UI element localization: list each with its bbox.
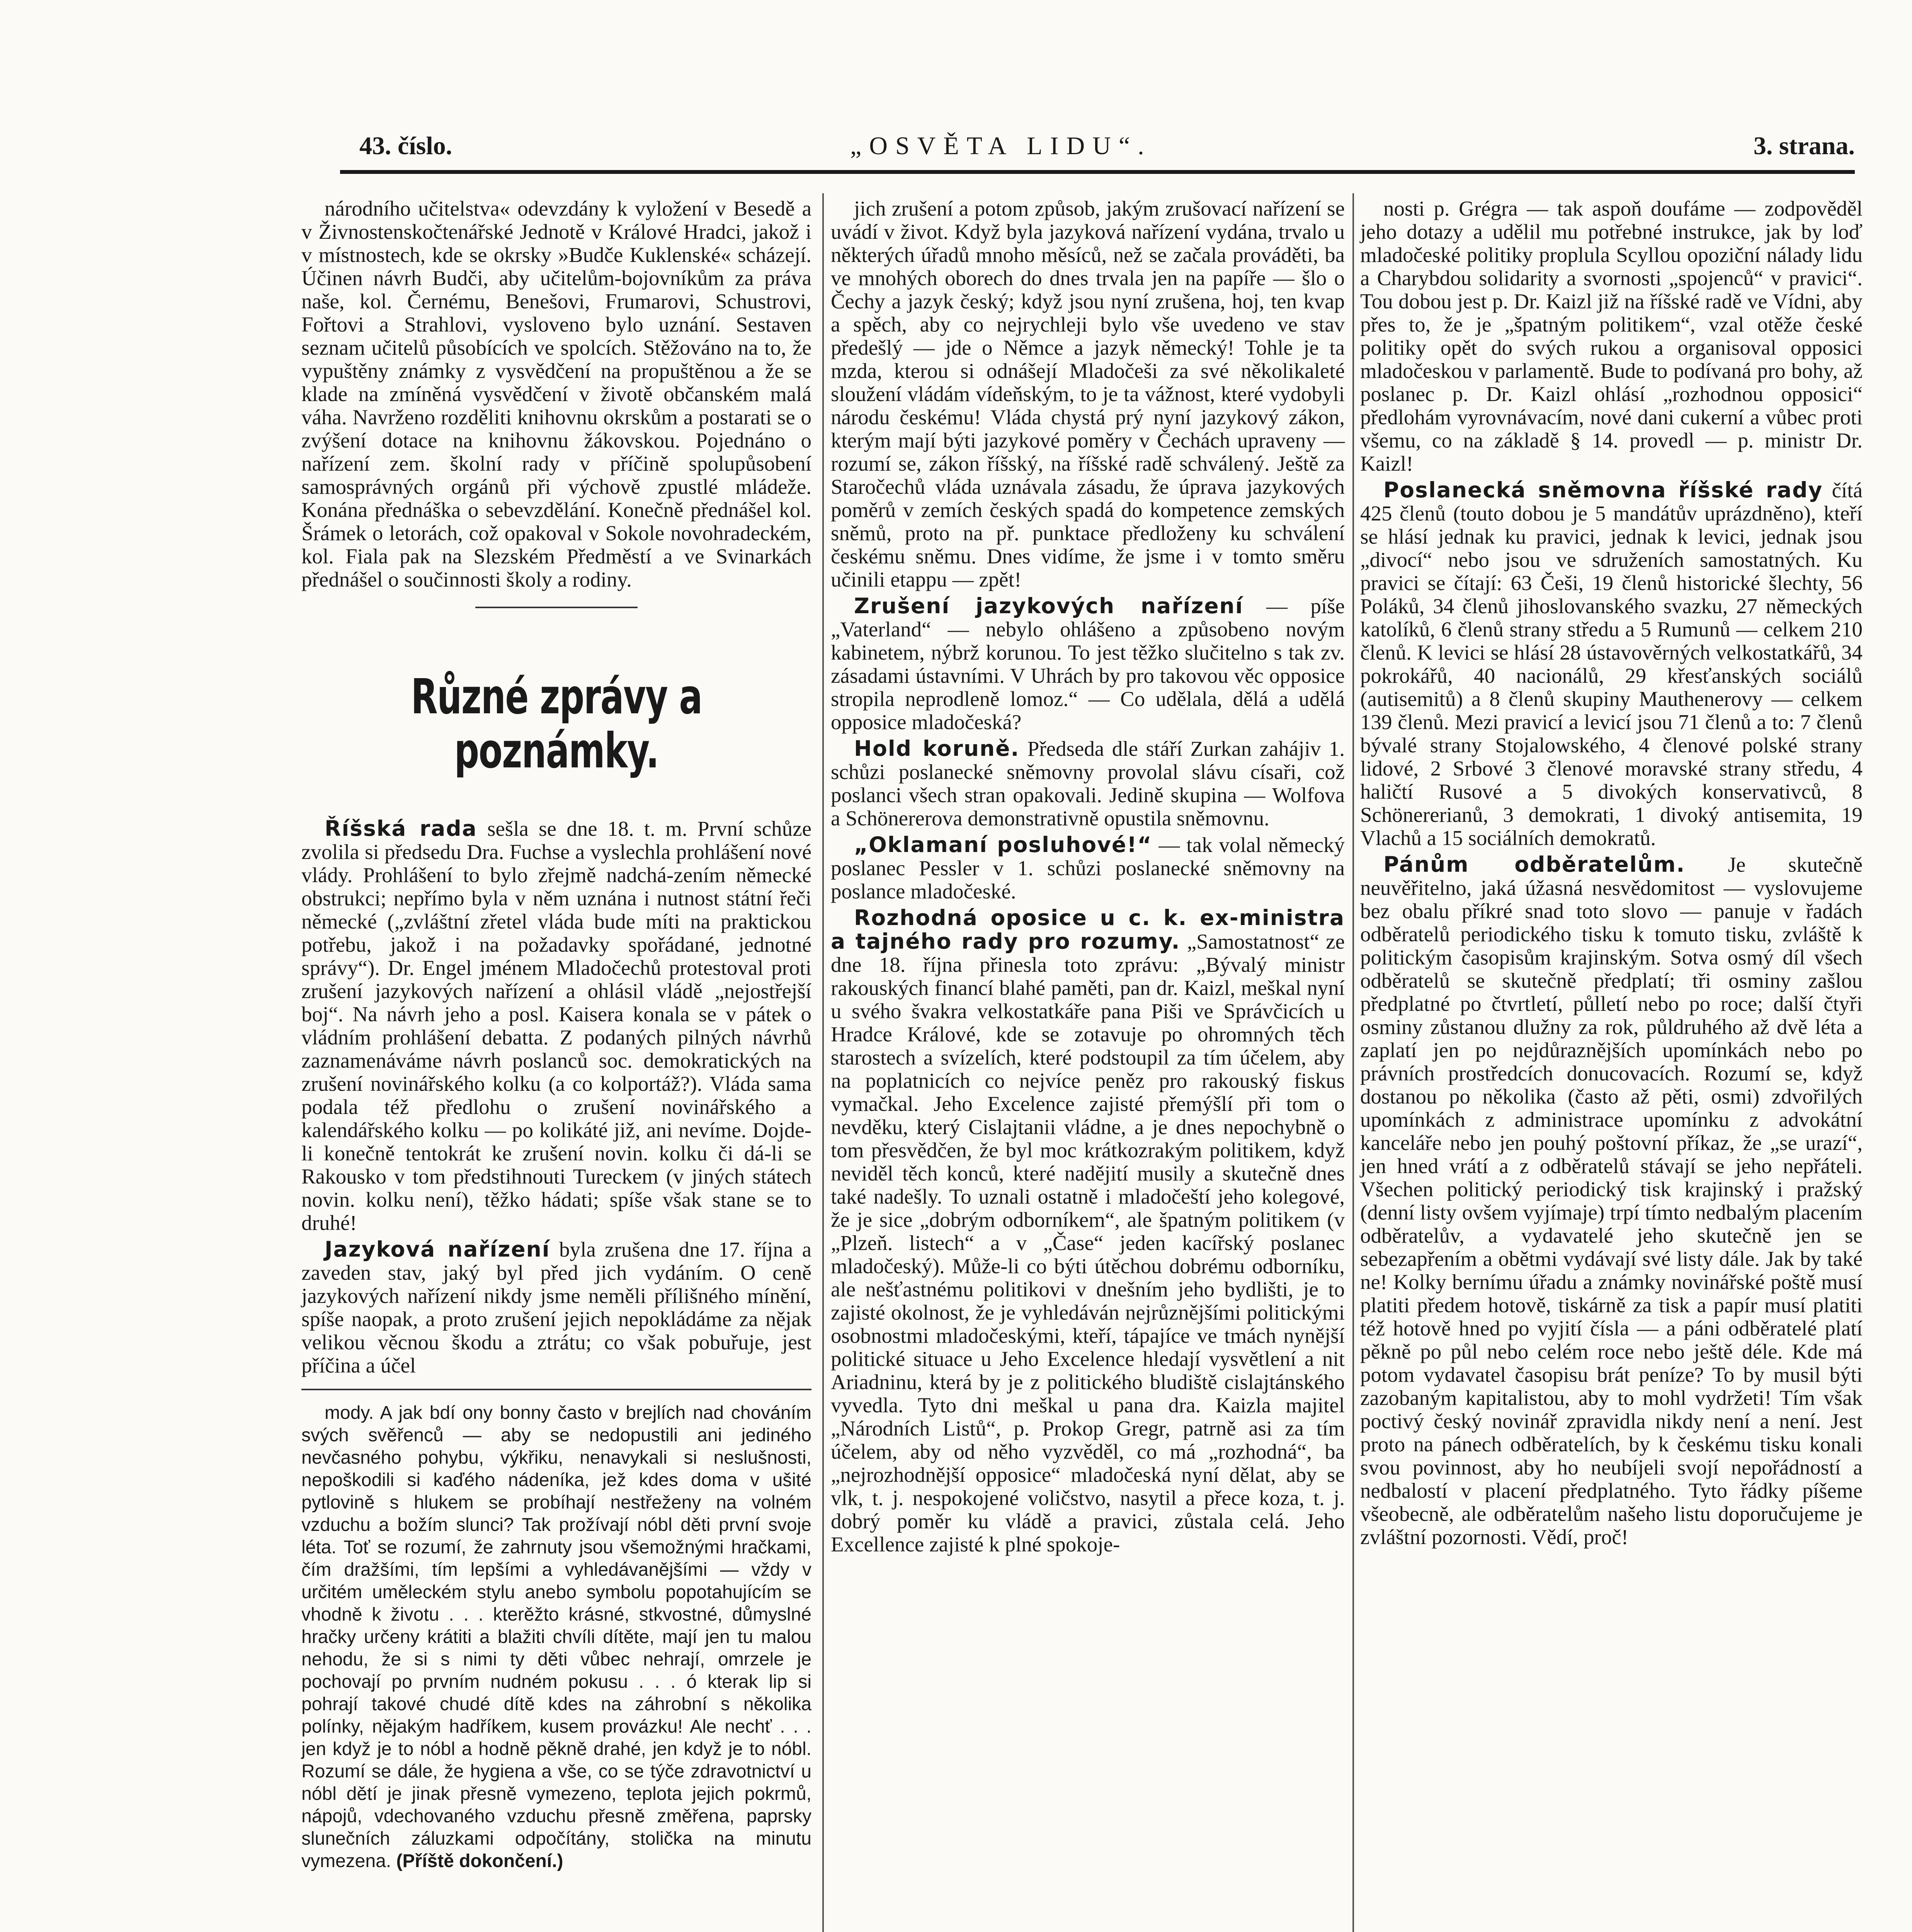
news-heading: Jazyková nařízení	[325, 1237, 550, 1262]
column-3	[1360, 197, 1863, 1552]
news-text: — píše „Vaterland“ — nebylo ohlášeno a způsobeno novým kabinetem, nýbrž korunou. To jest těžko slučitelno s tak zv. zásadami ústavními. V Uhrách by pro takovou věc opposice stropila neprodleně lomoz.“ — Co udělala, dělá a udělá opposice mladočeská?	[831, 594, 1345, 734]
news-item	[831, 594, 1345, 734]
column-divider	[822, 193, 824, 1932]
news-heading: Poslanecká sněmovna říšské rady	[1383, 478, 1823, 502]
feuilleton-rule	[301, 1389, 811, 1390]
news-item	[831, 833, 1345, 903]
news-item	[831, 737, 1345, 830]
news-item	[301, 1238, 811, 1377]
news-text: Předseda dle stáří Zurkan zahájiv 1. schůzi poslanecké sněmovny provolal slávu císaři, což poslanci všech stran opakovali. Jedině skupina — Wolfova a Schönererova demonstrativně opustila sněmovnu.	[831, 737, 1345, 830]
article-text: jich zrušení a potom způsob, jakým zrušovací nařízení se uvádí v život. Když byla jazyková nařízení vydána, trvalo u některých úřadů mnoho měsíců, než se začala prováděti, ba ve mnohých oborech do dnes trvala jen na papíře — šlo o Čechy a jazyk český; když jsou nyní zrušena, hoj, ten kvap a spěch, aby co nejrychleji bylo vše uvedeno ve stav předešlý — jde o Němce a jazyk německý! Tohle je ta mzda, kterou si odnášejí Mladočeši za své několikaleté sloužení vládám vídeňským, to je ta vážnost, které vydobyli národu českému! Vláda chystá prý nyní jazykový zákon, kterým mají býti jazykové poměry v Čechách upraveny — rozumí se, zákon říšský, na říšské radě schválený. Ještě za Staročechů vláda uznávala zásadu, že úprava jazykových poměrů v zemích českých spadá do kompetence zemských sněmů, proto na př. punktace předloženy ku schválení českému sněmu. Dnes vidíme, že jsme i v tomto směru učinili etappu — zpět!	[831, 197, 1345, 591]
page-number: 3. strana.	[1753, 132, 1855, 160]
article-text: národního učitelstva« odevzdány k vyložení v Besedě a v Živnostenskočtenářské Jednotě v Králové Hradci, jakož i v místnostech, kde se okrsky »Budče Kuklenské« scházejí. Účinen návrh Budči, aby učitelům-bojovníkům za práva naše, kol. Černému, Benešovi, Frumarovi, Schustrovi, Fořtovi a Strahlovi, vysloveno bylo uznání. Sestaven seznam učitelů působících ve spolcích. Stěžováno na to, že vypuštěny známky z vysvědčení na propuštěnou a že se klade na zmíněná vysvědčení v životě občanském malá váha. Navrženo rozděliti knihovnu okrskům a postarati se o zvýšení dotace na knihovnu žákovskou. Pojednáno o nařízení zem. školní rady v příčině spolupůsobení samosprávných orgánů při výchově zpustlé mládeže. Konána přednáška o sebevzdělání. Konečně přednášel kol. Šrámek o letorách, což opakoval v Sokole novohradeckém, kol. Fiala pak na Slezském Předměstí a ve Svinarkách přednášel o součinnosti školy a rodiny.	[301, 197, 811, 591]
column-divider	[1352, 193, 1354, 1932]
newspaper-title: „OSVĚTA LIDU“.	[850, 132, 1152, 160]
page-header	[348, 131, 1855, 174]
news-text: — tak volal německý poslanec Pessler v 1. schůzi poslanecké sněmovny na poslance mladočeské.	[831, 833, 1345, 903]
column-2	[831, 197, 1345, 1559]
news-item	[1360, 478, 1863, 850]
section-title: Různé zprávy a poznámky.	[411, 669, 702, 779]
news-text: Je skutečně neuvěřitelno, jaká úžasná nesvědomitost — vyslovujeme bez obalu příkré snad toto slovo — panuje v řadách odběratelů periodického tisku k tomuto tisku, zvláště k politickým časopisům krajinským. Sotva osmý díl všech odběratelů se skutečně předplatí; tři osminy zašlou předplatné po čtvrtletí, půlletí nebo po roce; další čtyři osminy zůstanou dlužny za rok, půldruhého až dvě léta a zaplatí jen po nejdůraznějších upomínkách nebo po právních prostředcích donucovacích. Rozumí se, když dostanou po několika (často až pěti, osmi) zdvořilých upomínkách z administrace upomínku z advokátní kanceláře nebo jen pouhý poštovní příkaz, že „se urazí“, jen hned vrátí a z odběratelů stávají se jeho nepřáteli. Všechen politický periodický tisk krajinský i pražský (denní listy ovšem vyjímaje) trpí tímto nedbalým placením odběratelův, a vydavatelé jeho skutečně jen se sebezapřením a obětmi vydávají své listy dále. Jak by také ne! Kolky bernímu úřadu a známky novinářské poště musí platiti předem hotově, tiskárně za tisk a papír musí platiti též hotově hned po vyjití čísla — a páni odběratelé platí pěkně po půl nebo celém roce nebo ještě déle. Kde má potom vydavatel časopisu brát peníze? To by musil býti zazobaným kapitalistou, aby to mohl vydržeti! Tím však poctivý český novinář zpravidla nikdy není a není. Jest proto na pánech odběratelích, by k českému tisku konali svou povinnost, aby ho neubíjeli svojí nepořádností a nedbalostí v placení předplatného. Tyto řádky píšeme všeobecně, ale odběratelům našeho listu doporučujeme je zvláštní pozornosti. Vědí, proč!	[1360, 853, 1863, 1549]
news-heading: Rozhodná oposice u c. k. ex-ministra a tajného rady pro rozumy.	[831, 905, 1345, 954]
news-heading: Zrušení jazykových nařízení	[854, 594, 1243, 618]
header-rule	[340, 170, 1855, 174]
news-text: sešla se dne 18. t. m. První schůze zvolila si předsedu Dra. Fuchse a vyslechla prohlášení nové vlády. Prohlášení to bylo zřejmě nadchá-zením německé obstrukci; nepřímo byla v něm uznána i nutnost státní řeči německé („zvláštní zřetel vláda bude míti na praktickou potřebu, jakož i na požadavky spořádané, jednotné správy“). Dr. Engel jménem Mladočechů protestoval proti zrušení jazykových nařízení a ohlásil vládě „nejostřejší boj“. Na návrh jeho a posl. Kaisera konala se v pátek o vládním prohlášení debatta. Z podaných pilných návrhů zaznamenáváme návrh poslanců soc. demokratických na zrušení novinářského kolku (a co kolportáž?). Vláda sama podala též předlohu o zrušení novinářského a kalendářského kolku — po kolikáté již, ani nevíme. Dojde-li konečně tentokrát ke zrušení novin. kolku či dá-li se Rakousko v tom předstihnouti Tureckem (v jiných státech novin. kolku není), těžko hádati; spíše však stane se to druhé!	[301, 817, 811, 1235]
news-text: čítá 425 členů (touto dobou je 5 mandátův uprázdněno), kteří se hlásí jednak ku pravici, jednak k levici, jednak jsou „divocí“ nebo jsou ve sdruženích samostatných. Ku pravici se čítají: 63 Češi, 19 členů historické šlechty, 56 Poláků, 34 členů jihoslovanského svazku, 27 německých katolíků, 6 členů strany středu a 5 Rumunů — celkem 210 členů. K levici se hlásí 28 ústavověrných velkostatkářů, 34 pokrokářů, 40 nacionálů, 29 křesťanských sociálů (autisemitů) a 8 členů skupiny Mauthenerovy — celkem 139 členů. Mezi pravicí a levicí jsou 71 členů a to: 7 členů bývalé strany Stojalowského, 4 členové polské strany lidové, 2 Srbové 3 členové moravské strany středu, 4 haličtí Rusové a 5 divokých konservativců, 8 Schönererianů, 3 demokrati, 1 divoký antisemita, 19 Vlachů a 15 sociálních demokratů.	[1360, 478, 1863, 850]
news-text: „Samostatnost“ ze dne 18. října přinesla toto zprávu: „Bývalý ministr rakouských financí blahé paměti, pan dr. Kaizl, meškal nyní u svého švakra velkostatkáře pana Piši ve Správčicích u Hradce Králové, kde se zotavuje po ohromných těch starostech a svízelích, které podstoupil za tím účelem, aby na poplatnicích co nejvíce peněz pro rakouský fiskus vymačkal. Jeho Excelence zajisté přemýšlí při tom o nevděku, který Cislajtanii vládne, a je dnes nepochybně o tom přesvědčen, že byl moc krátkozrakým politikem, když neviděl těch konců, které nadějití musily a skutečně dnes také nadešly. To uznali ostatně i mladočeští jeho kolegové, že je sice „dobrým odborníkem“, ale špatným politikem (v „Plzeň. listech“ a v „Čase“ jeden kacířský poslanec mladočeský). Může-li co býti útěchou dobrému odborníku, ale nešťastnému politikovi v dnešním jeho bydlišti, je to zajisté okolnost, že je vyhledáván nejrůznějšími politickými osobnostmi mladočeskými, kteří, tápajíce ve tmách nynější politické situace u Jeho Excelence hledají vysvětlení a nit Ariadninu, která by je z politického bludiště cislajtánského vyvedla. Tyto dni meškal u pana dra. Kaizla majitel „Národních Listů“, p. Prokop Gregr, patrně asi za tím účelem, aby od něho vyzvěděl, co má „rozhodná“, ba „nejrozhodnější opposice“ mladočeská nyní dělat, aby se vlk, t. j. nespokojené voličstvo, nasytil a přece koza, t. j. dobrý poměr ku vládě a pravici, zůstala celá. Jeho Excellence zajisté k plné spokoje-	[831, 930, 1345, 1556]
issue-number: 43. číslo.	[359, 132, 452, 160]
news-item	[1360, 853, 1863, 1549]
feuilleton-continuation: (Příště dokončení.)	[396, 1851, 563, 1871]
separator	[475, 607, 638, 608]
article-text: nosti p. Grégra — tak aspoň doufáme — zodpověděl jeho dotazy a udělil mu potřebné instrukce, jak by loď mladočeské politiky proplula Scyllou opoziční nálady lidu a Charybdou solidarity a svornosti „spojenců“ v pravici“. Tou dobou jest p. Dr. Kaizl již na říšské radě ve Vídni, aby přes to, že je „špatným politikem“, vzal otěže české politiky opět do svých rukou a organisoval opposici mladočeskou v parlamentě. Bude to podívaná pro bohy, až poslanec p. Dr. Kaizl ohlásí „rozhodnou opposici“ předlohám vyrovnávacím, nové dani cukerní a vůbec proti všemu, co na základě § 14. provedl — p. ministr Dr. Kaizl!	[1360, 197, 1863, 475]
news-item	[301, 817, 811, 1235]
news-heading: Říšská rada	[325, 816, 477, 841]
feuilleton-text: mody. A jak bdí ony bonny často v brejlích nad chováním svých svěřenců — aby se nedopustili ani jediného nevčasného pohybu, výkřiku, nenavykali si neslušnosti, nepoškodili si kaďého nádeníka, jež kdes doma v ušité pytlovině s hlukem se probíhají nestřeženy na volném vzduchu a božím slunci? Tak prožívají nóbl děti první svoje léta. Toť se rozumí, že zahrnuty jsou všemožnými hračkami, čím dražšími, tím lepšími a vyhledávanějšími — vždy v určitém uměleckém stylu anebo symbolu popotahujícím se vhodně k životu . . . kterěžto krásné, stkvostné, důmyslné hračky určeny krátiti a blažiti chvíli dítěte, mají jen tu malou nehodu, že si s nimi ty děti vůbec nehrají, omrzele je pochovají po prvním nudném pokusu . . . ó kterak lip si pohrají takové chudé dítě kdes na záhrobní s několika polínky, nějakým hadříkem, kusem provázku! Ale nechť . . . jen když je to nóbl a hodně pěkně drahé, jen když je to nóbl. Rozumí se dále, že hygiena a vše, co se týče zdravotnictví u nóbl dětí je jinak přesně vymezeno, teplota jejich pokrmů, nápojů, vdechovaného vzduchu přesně změřena, paprsky slunečních záluzkami odpočítány, stolička na minutu vymezena. (Příště dokončení.)	[301, 1403, 811, 1871]
news-text: byla zrušena dne 17. října a zaveden stav, jaký byl před jich vydáním. O ceně jazykových nařízení nikdy jsme neměli přílišného mínění, spíše naopak, a proto zrušení jejich nepokládáme za nějak velikou věcnou škodu a ztrátu; co však pobuřuje, jest příčina a účel	[301, 1238, 811, 1377]
news-heading: Hold koruně.	[854, 736, 1020, 761]
news-heading: Pánům odběratelům.	[1383, 852, 1686, 877]
news-heading: „Oklamaní posluhové!“	[854, 832, 1152, 857]
column-1	[301, 197, 811, 1876]
news-item	[831, 906, 1345, 1556]
